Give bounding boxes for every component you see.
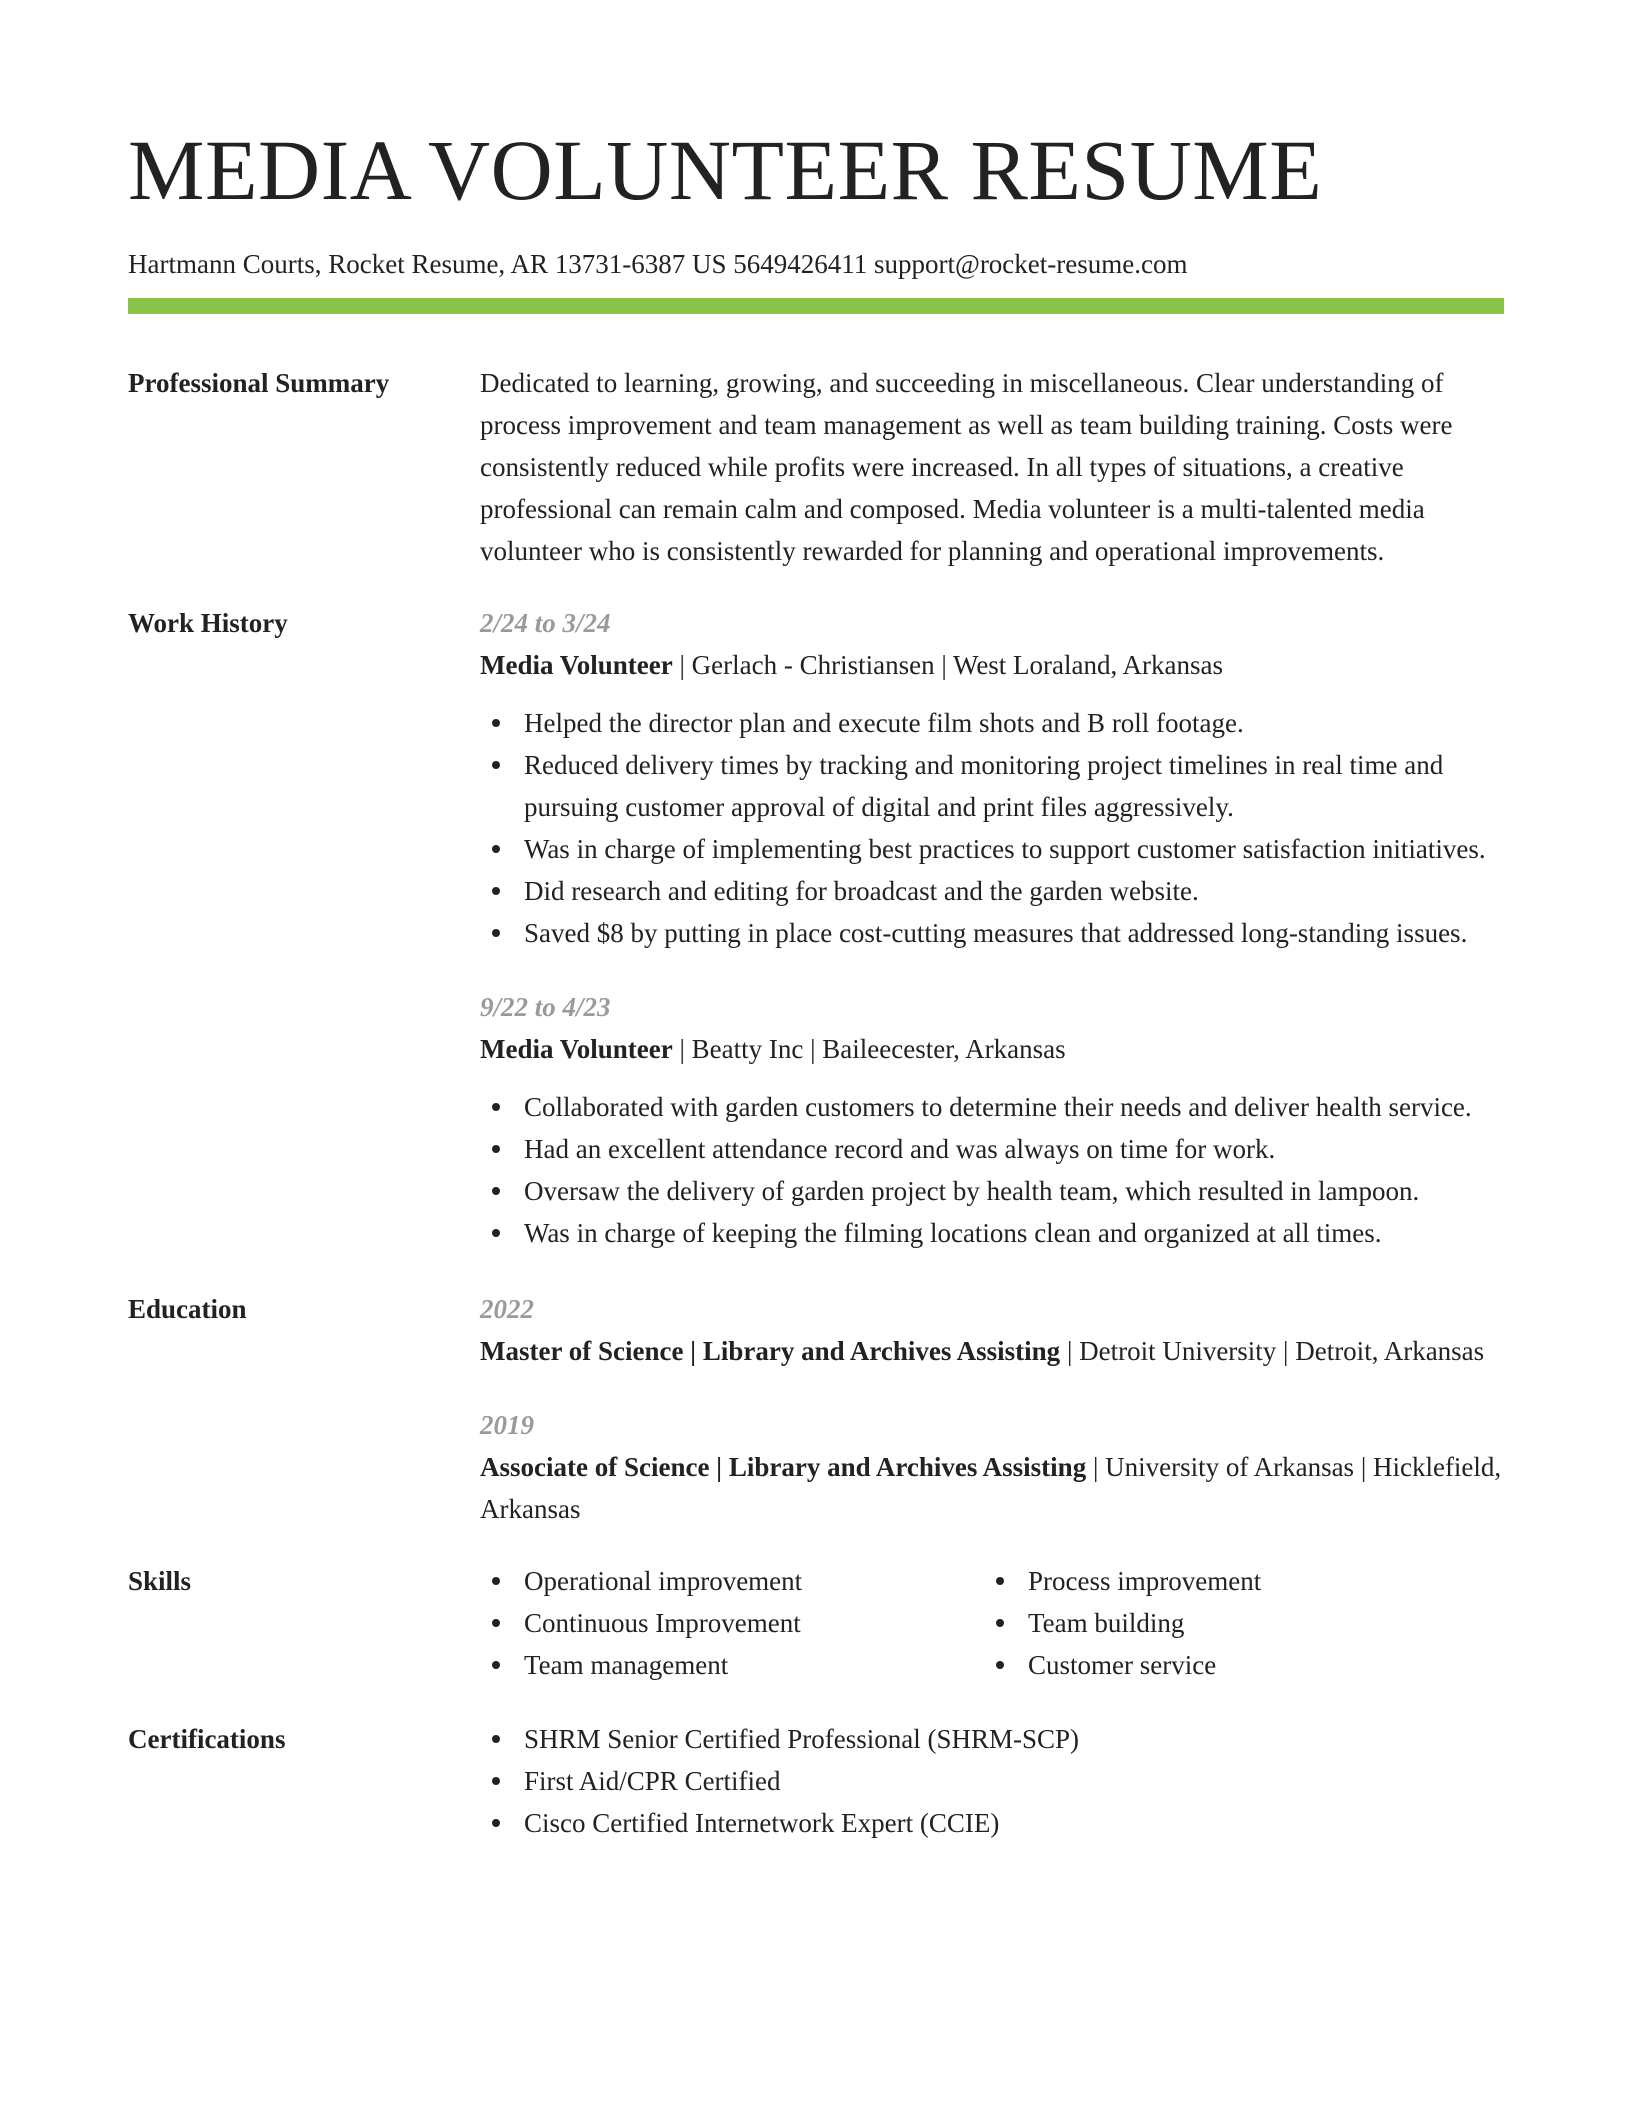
job-details: | Gerlach - Christiansen | West Loraland, Arkansas bbox=[672, 650, 1223, 680]
skills-list bbox=[480, 1560, 984, 1686]
job-bullet: Oversaw the delivery of garden project by health team, which resulted in lampoon. bbox=[480, 1170, 1504, 1212]
degree-entry bbox=[480, 1288, 1504, 1372]
work-history-body bbox=[480, 602, 1504, 1254]
degree-year: 2019 bbox=[480, 1410, 534, 1440]
job-bullet: Collaborated with garden customers to determine their needs and deliver health service. bbox=[480, 1086, 1504, 1128]
skill-item: Customer service bbox=[984, 1644, 1488, 1686]
job-bullet: Was in charge of implementing best practices to support customer satisfaction initiatives. bbox=[480, 828, 1504, 870]
job-bullets bbox=[480, 1086, 1504, 1254]
job-bullet: Reduced delivery times by tracking and monitoring project timelines in real time and pursuing customer approval of digital and print files aggressively. bbox=[480, 744, 1504, 828]
degree-heading bbox=[480, 1330, 1504, 1372]
skill-item: Team management bbox=[480, 1644, 984, 1686]
section-label-skills: Skills bbox=[128, 1566, 192, 1596]
skills-section bbox=[128, 1560, 1504, 1686]
skill-item: Team building bbox=[984, 1602, 1488, 1644]
job-bullet: Had an excellent attendance record and was always on time for work. bbox=[480, 1128, 1504, 1170]
section-label-education: Education bbox=[128, 1294, 247, 1324]
job-heading bbox=[480, 1028, 1504, 1070]
job-bullet: Did research and editing for broadcast and the garden website. bbox=[480, 870, 1504, 912]
certifications-list bbox=[480, 1718, 1504, 1844]
degree-year: 2022 bbox=[480, 1294, 534, 1324]
summary-section bbox=[128, 362, 1504, 572]
degree-entry bbox=[480, 1404, 1504, 1530]
job-entry bbox=[480, 986, 1504, 1254]
certifications-section bbox=[128, 1718, 1504, 1844]
section-label-work-history: Work History bbox=[128, 608, 288, 638]
degree-heading bbox=[480, 1446, 1504, 1530]
degree-details: | Detroit University | Detroit, Arkansas bbox=[1060, 1336, 1485, 1366]
job-entry bbox=[480, 602, 1504, 954]
job-bullet: Helped the director plan and execute film shots and B roll footage. bbox=[480, 702, 1504, 744]
skill-item: Continuous Improvement bbox=[480, 1602, 984, 1644]
job-title: Media Volunteer bbox=[480, 1034, 673, 1064]
skills-grid bbox=[480, 1560, 1504, 1686]
header-divider bbox=[128, 298, 1504, 314]
job-dates: 2/24 to 3/24 bbox=[480, 608, 611, 638]
job-title: Media Volunteer bbox=[480, 650, 673, 680]
resume-title: MEDIA VOLUNTEER RESUME bbox=[128, 122, 1323, 218]
skill-item: Process improvement bbox=[984, 1560, 1488, 1602]
job-details: | Beatty Inc | Baileecester, Arkansas bbox=[672, 1034, 1066, 1064]
skills-column-right bbox=[984, 1560, 1488, 1686]
section-label-summary: Professional Summary bbox=[128, 368, 390, 398]
resume-page bbox=[128, 120, 1504, 1844]
contact-line: Hartmann Courts, Rocket Resume, AR 13731-6387 US 5649426411 support@rocket-resume.com bbox=[128, 249, 1188, 279]
job-bullet: Was in charge of keeping the filming locations clean and organized at all times. bbox=[480, 1212, 1504, 1254]
work-history-section bbox=[128, 602, 1504, 1254]
skills-list bbox=[984, 1560, 1488, 1686]
job-bullet: Saved $8 by putting in place cost-cutting measures that addressed long-standing issues. bbox=[480, 912, 1504, 954]
skill-item: Operational improvement bbox=[480, 1560, 984, 1602]
job-bullets bbox=[480, 702, 1504, 954]
degree-name: Associate of Science | Library and Archives Assisting bbox=[480, 1452, 1087, 1482]
certification-item: SHRM Senior Certified Professional (SHRM-SCP) bbox=[480, 1718, 1504, 1760]
job-heading bbox=[480, 644, 1504, 686]
skills-column-left bbox=[480, 1560, 984, 1686]
degree-details: | University of Arkansas | Hicklefield, Arkansas bbox=[480, 1452, 1502, 1524]
summary-text: Dedicated to learning, growing, and succeeding in miscellaneous. Clear understanding of process improvement and team management as well as team building training. Costs were consistently reduced while profits were increased. In all types of situations, a creative professional can remain calm and composed. Media volunteer is a multi-talented media volunteer who is consistently rewarded for planning and operational improvements. bbox=[480, 368, 1453, 566]
certification-item: First Aid/CPR Certified bbox=[480, 1760, 1504, 1802]
section-label-certifications: Certifications bbox=[128, 1724, 286, 1754]
certifications-body bbox=[480, 1718, 1504, 1844]
certification-item: Cisco Certified Internetwork Expert (CCIE) bbox=[480, 1802, 1504, 1844]
education-body bbox=[480, 1288, 1504, 1530]
job-dates: 9/22 to 4/23 bbox=[480, 992, 611, 1022]
education-section bbox=[128, 1288, 1504, 1530]
degree-name: Master of Science | Library and Archives Assisting bbox=[480, 1336, 1061, 1366]
